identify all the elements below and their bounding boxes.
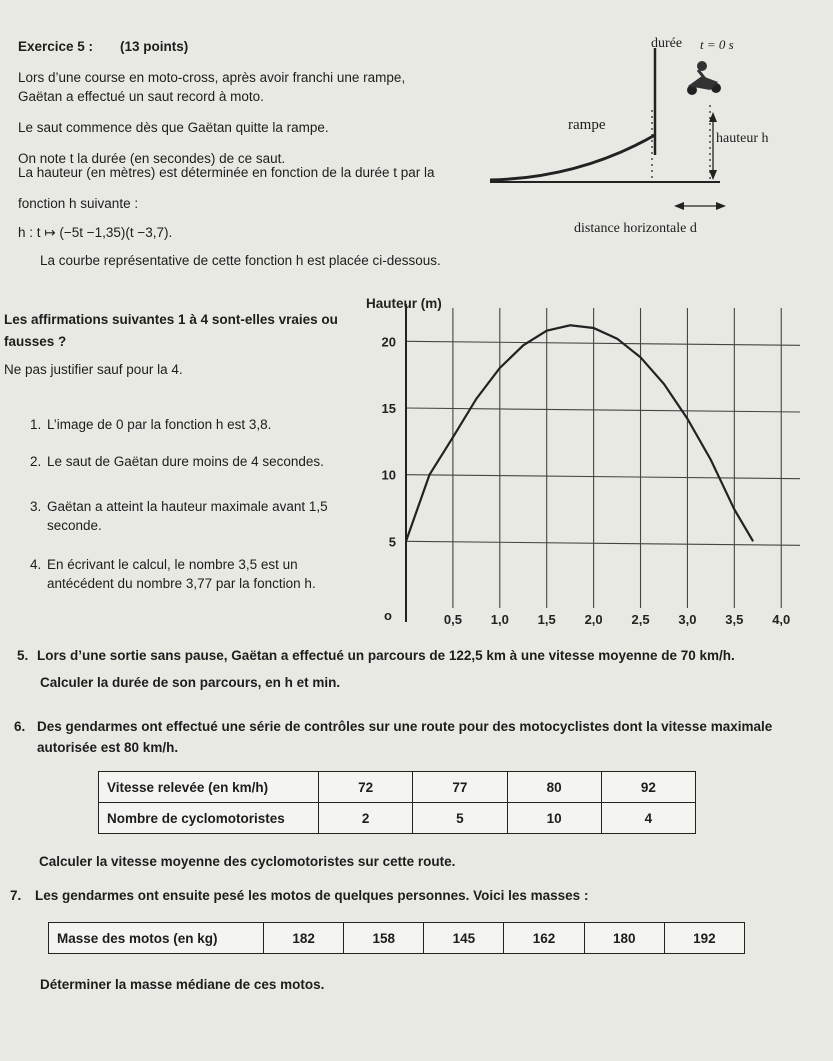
motorbike-icon bbox=[687, 61, 721, 95]
function-formula: h : t ↦ (−5t −1,35)(t −3,7). bbox=[18, 225, 173, 240]
y-tick-label: 10 bbox=[381, 467, 396, 483]
table-cell: 158 bbox=[344, 923, 424, 954]
exercise-title: Exercice 5 : bbox=[18, 39, 94, 54]
q6-task: Calculer la vitesse moyenne des cyclomotoristes sur cette route. bbox=[39, 854, 456, 869]
chart-grid bbox=[406, 308, 800, 608]
table-cell: 10 bbox=[507, 803, 601, 834]
intro-line-3: Le saut commence dès que Gaëtan quitte la rampe. bbox=[18, 120, 329, 135]
y-axis-label: Hauteur (m) bbox=[366, 296, 442, 311]
hauteur-label: hauteur h bbox=[716, 131, 769, 146]
statement-number: 4. bbox=[30, 557, 42, 572]
rampe-label: rampe bbox=[568, 117, 606, 133]
table-cell: 162 bbox=[504, 923, 584, 954]
x-tick-label: 0,5 bbox=[443, 612, 462, 627]
duree-label: durée bbox=[651, 36, 683, 51]
statement-1: L’image de 0 par la fonction h est 3,8. bbox=[47, 417, 272, 432]
y-tick-label: 5 bbox=[388, 534, 396, 550]
statement-number: 2. bbox=[30, 454, 42, 469]
intro-line-5: La hauteur (en mètres) est déterminée en fonction de la durée t par la bbox=[18, 165, 435, 180]
height-chart bbox=[358, 290, 808, 630]
table-cell: 92 bbox=[601, 772, 695, 803]
table-cell: 80 bbox=[507, 772, 601, 803]
table-cell: 72 bbox=[319, 772, 413, 803]
ramp-curve bbox=[490, 135, 655, 180]
horizontal-gridline bbox=[406, 541, 800, 545]
table-row bbox=[49, 923, 745, 954]
q7-task: Déterminer la masse médiane de ces motos. bbox=[40, 977, 325, 992]
table-cell: 192 bbox=[664, 923, 744, 954]
tick-labels bbox=[382, 334, 791, 627]
x-tick-label: 2,0 bbox=[584, 612, 603, 627]
table-cell: 182 bbox=[264, 923, 344, 954]
x-tick-label: 2,5 bbox=[631, 612, 650, 627]
q5-task: Calculer la durée de son parcours, en h et min. bbox=[40, 675, 341, 690]
table-cell: 180 bbox=[584, 923, 664, 954]
table-cell: 145 bbox=[424, 923, 504, 954]
table-cell: 2 bbox=[319, 803, 413, 834]
intro-line-6: fonction h suivante : bbox=[18, 196, 139, 211]
statements-instruction: Ne pas justifier sauf pour la 4. bbox=[4, 362, 183, 377]
q5-text: Lors d’une sortie sans pause, Gaëtan a effectué un parcours de 122,5 km à une vitesse moyenne de 70 km/h. bbox=[37, 648, 735, 663]
exercise-points: (13 points) bbox=[120, 39, 189, 54]
statement-3-cont: seconde. bbox=[47, 518, 102, 533]
statement-2: Le saut de Gaëtan dure moins de 4 secondes. bbox=[47, 454, 324, 469]
statement-3: Gaëtan a atteint la hauteur maximale avant 1,5 bbox=[47, 499, 328, 514]
horizontal-gridline bbox=[406, 341, 800, 345]
x-tick-label: 4,0 bbox=[772, 612, 791, 627]
x-tick-label: 3,0 bbox=[678, 612, 697, 627]
statement-4: En écrivant le calcul, le nombre 3,5 est un bbox=[47, 557, 298, 572]
horizontal-gridline bbox=[406, 475, 800, 479]
statement-4-cont: antécédent du nombre 3,77 par la fonction h. bbox=[47, 576, 316, 591]
speed-table bbox=[98, 771, 696, 834]
arrow-right-icon bbox=[716, 202, 726, 210]
q6-line-1: Des gendarmes ont effectué une série de contrôles sur une route pour des motocyclistes dont la vitesse maximale bbox=[37, 719, 773, 734]
q5-number: 5. bbox=[17, 648, 29, 663]
table-cell: 4 bbox=[601, 803, 695, 834]
y-tick-label: 15 bbox=[381, 401, 396, 416]
distance-label: distance horizontale d bbox=[574, 221, 697, 236]
table-header-cell: Masse des motos (en kg) bbox=[49, 923, 264, 954]
table-header-cell: Nombre de cyclomotoristes bbox=[99, 803, 319, 834]
x-tick-label: 1,5 bbox=[537, 612, 556, 627]
q7-text: Les gendarmes ont ensuite pesé les motos de quelques personnes. Voici les masses : bbox=[35, 888, 589, 903]
curve-sentence: La courbe représentative de cette fonction h est placée ci-dessous. bbox=[40, 253, 441, 268]
intro-line-1: Lors d’une course en moto-cross, après avoir franchi une rampe, bbox=[18, 70, 406, 85]
arrow-left-icon bbox=[674, 202, 684, 210]
q6-line-2: autorisée est 80 km/h. bbox=[37, 740, 179, 755]
q6-number: 6. bbox=[14, 719, 26, 734]
series-line-h bbox=[406, 325, 753, 541]
x-tick-label: 3,5 bbox=[725, 612, 744, 627]
table-header-cell: Vitesse relevée (en km/h) bbox=[99, 772, 319, 803]
y-tick-label: 20 bbox=[381, 334, 396, 350]
table-row bbox=[99, 772, 696, 803]
horizontal-gridline bbox=[406, 408, 800, 412]
table-cell: 77 bbox=[413, 772, 507, 803]
statement-number: 3. bbox=[30, 499, 42, 514]
t0-label: t = 0 s bbox=[700, 37, 734, 52]
q7-number: 7. bbox=[10, 888, 22, 903]
intro-line-2: Gaëtan a effectué un saut record à moto. bbox=[18, 89, 264, 104]
statement-number: 1. bbox=[30, 417, 42, 432]
statements-question: Les affirmations suivantes 1 à 4 sont-elles vraies ou bbox=[4, 312, 338, 327]
origin-label: o bbox=[384, 608, 392, 623]
statements-question-2: fausses ? bbox=[4, 334, 67, 349]
intro-line-4: On note t la durée (en secondes) de ce saut. bbox=[18, 151, 286, 166]
mass-table bbox=[48, 922, 745, 954]
x-tick-label: 1,0 bbox=[490, 612, 509, 627]
table-row bbox=[99, 803, 696, 834]
table-cell: 5 bbox=[413, 803, 507, 834]
